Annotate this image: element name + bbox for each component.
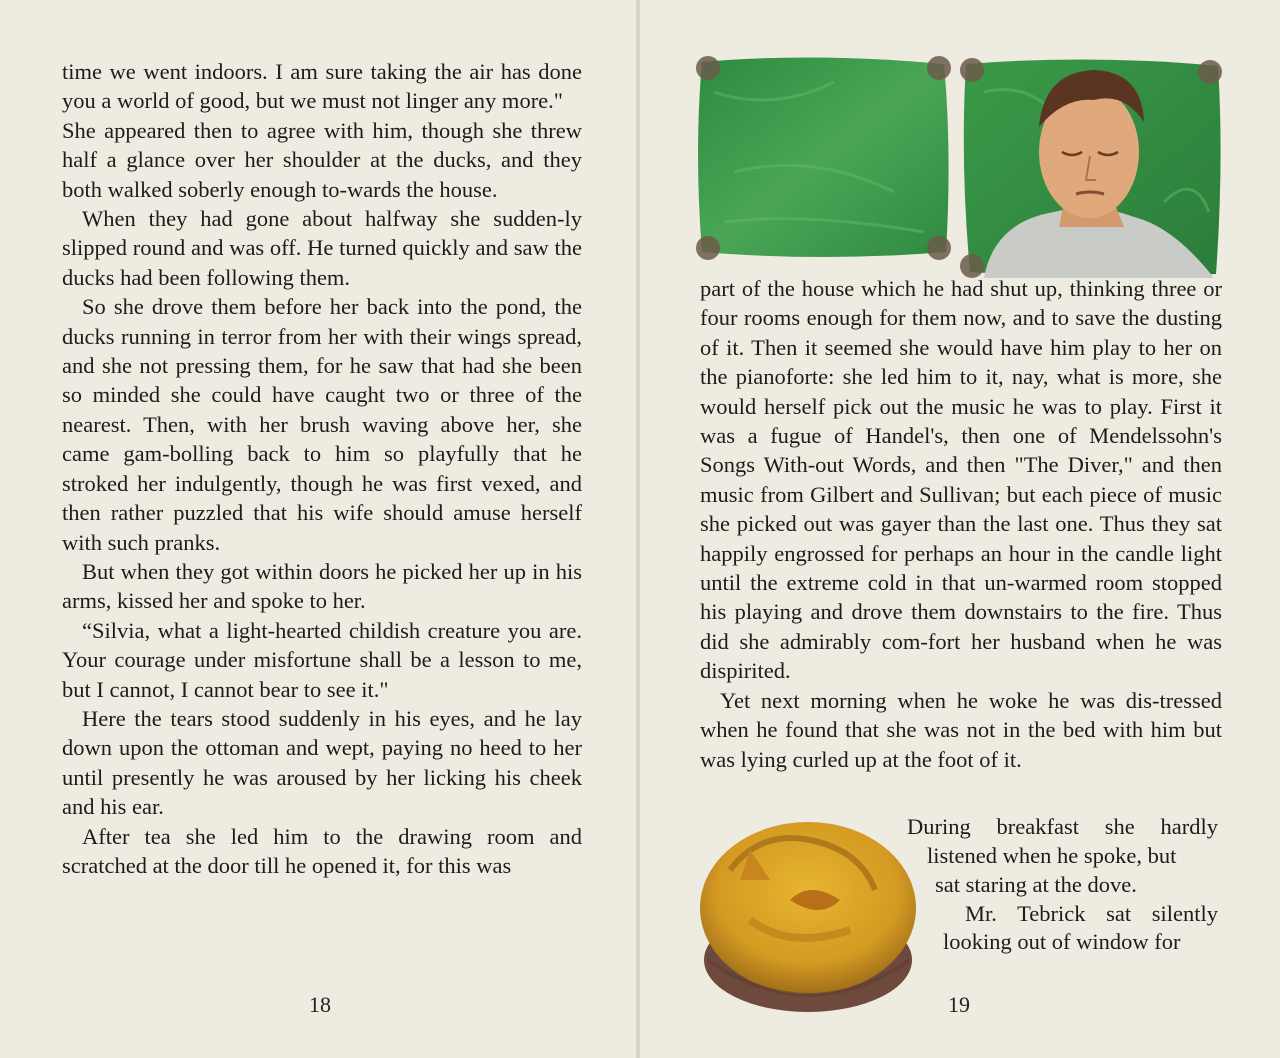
paragraph: part of the house which he had shut up, thinking three or four rooms enough for them now, and to save the dusting of it. Then it seemed she would have him play to her on the pianoforte: she led him to it, nay, what is more, she would herself pick out the music he was to play. First it was a fugue of Handel's, then one of Mendelssohn's Songs With-out Words, and then "The Diver," and then music from Gilbert and Sullivan; but each piece of music she picked out was gayer than the last one. Thus they sat happily engrossed for perhaps an hour in the candle light until the extreme cold in that un-warmed room stopped his playing and drove them downstairs to the fire. Thus did she admirably com-fort her husband when he was dispirited. — [700, 276, 1222, 684]
curled-fox-illustration — [690, 810, 920, 1015]
right-page-body — [700, 274, 1222, 774]
text-line: listened when he spoke, but — [927, 843, 1177, 868]
pillows-sleeping-man-illustration — [694, 52, 1226, 278]
paragraph: So she drove them before her back into the pond, the ducks running in terror from her with their wings spread, and she not pressing them, for he saw that had she been so minded she could have caught two or three of the nearest. Then, with her brush waving above her, she came gam-bolling back to him so playfully that he stroked her indulgently, though he was first vexed, and then rather puzzled that his wife should amuse herself with such pranks. — [62, 294, 582, 555]
paragraph: time we went indoors. I am sure taking the air has done you a world of good, but we must not linger any more." — [62, 59, 582, 114]
paragraph: She appeared then to agree with him, though she threw half a glance over her shoulder at the ducks, and they both walked soberly enough to-wards the house. — [62, 117, 582, 202]
left-page — [0, 0, 636, 1058]
paragraph: But when they got within doors he picked her up in his arms, kissed her and spoke to her. — [62, 558, 582, 614]
text-line: During breakfast she hardly — [907, 814, 1218, 839]
paragraph: Here the tears stood suddenly in his eyes, and he lay down upon the ottoman and wept, paying no heed to her until presently he was aroused by her licking his cheek and his ear. — [62, 705, 582, 820]
page-number: 19 — [948, 992, 970, 1017]
left-page-body — [62, 57, 582, 880]
paragraph: Yet next morning when he woke he was dis-tressed when he found that she was not in the bed with him but was lying curled up at the foot of it. — [700, 687, 1222, 772]
text-line: sat staring at the dove. — [935, 872, 1137, 897]
paragraph: When they had gone about halfway she sudden-ly slipped round and was off. He turned quickly and saw the ducks had been following them. — [62, 206, 582, 290]
page-number: 18 — [309, 992, 331, 1017]
text-line: Mr. Tebrick sat silently — [965, 901, 1218, 926]
paragraph: “Silvia, what a light-hearted childish creature you are. Your courage under misfortune shall be a lesson to me, but I cannot, I cannot bear to see it." — [62, 617, 582, 702]
text-line: looking out of window for — [943, 929, 1181, 954]
paragraph: After tea she led him to the drawing room and scratched at the door till he opened it, for this was — [62, 823, 582, 878]
